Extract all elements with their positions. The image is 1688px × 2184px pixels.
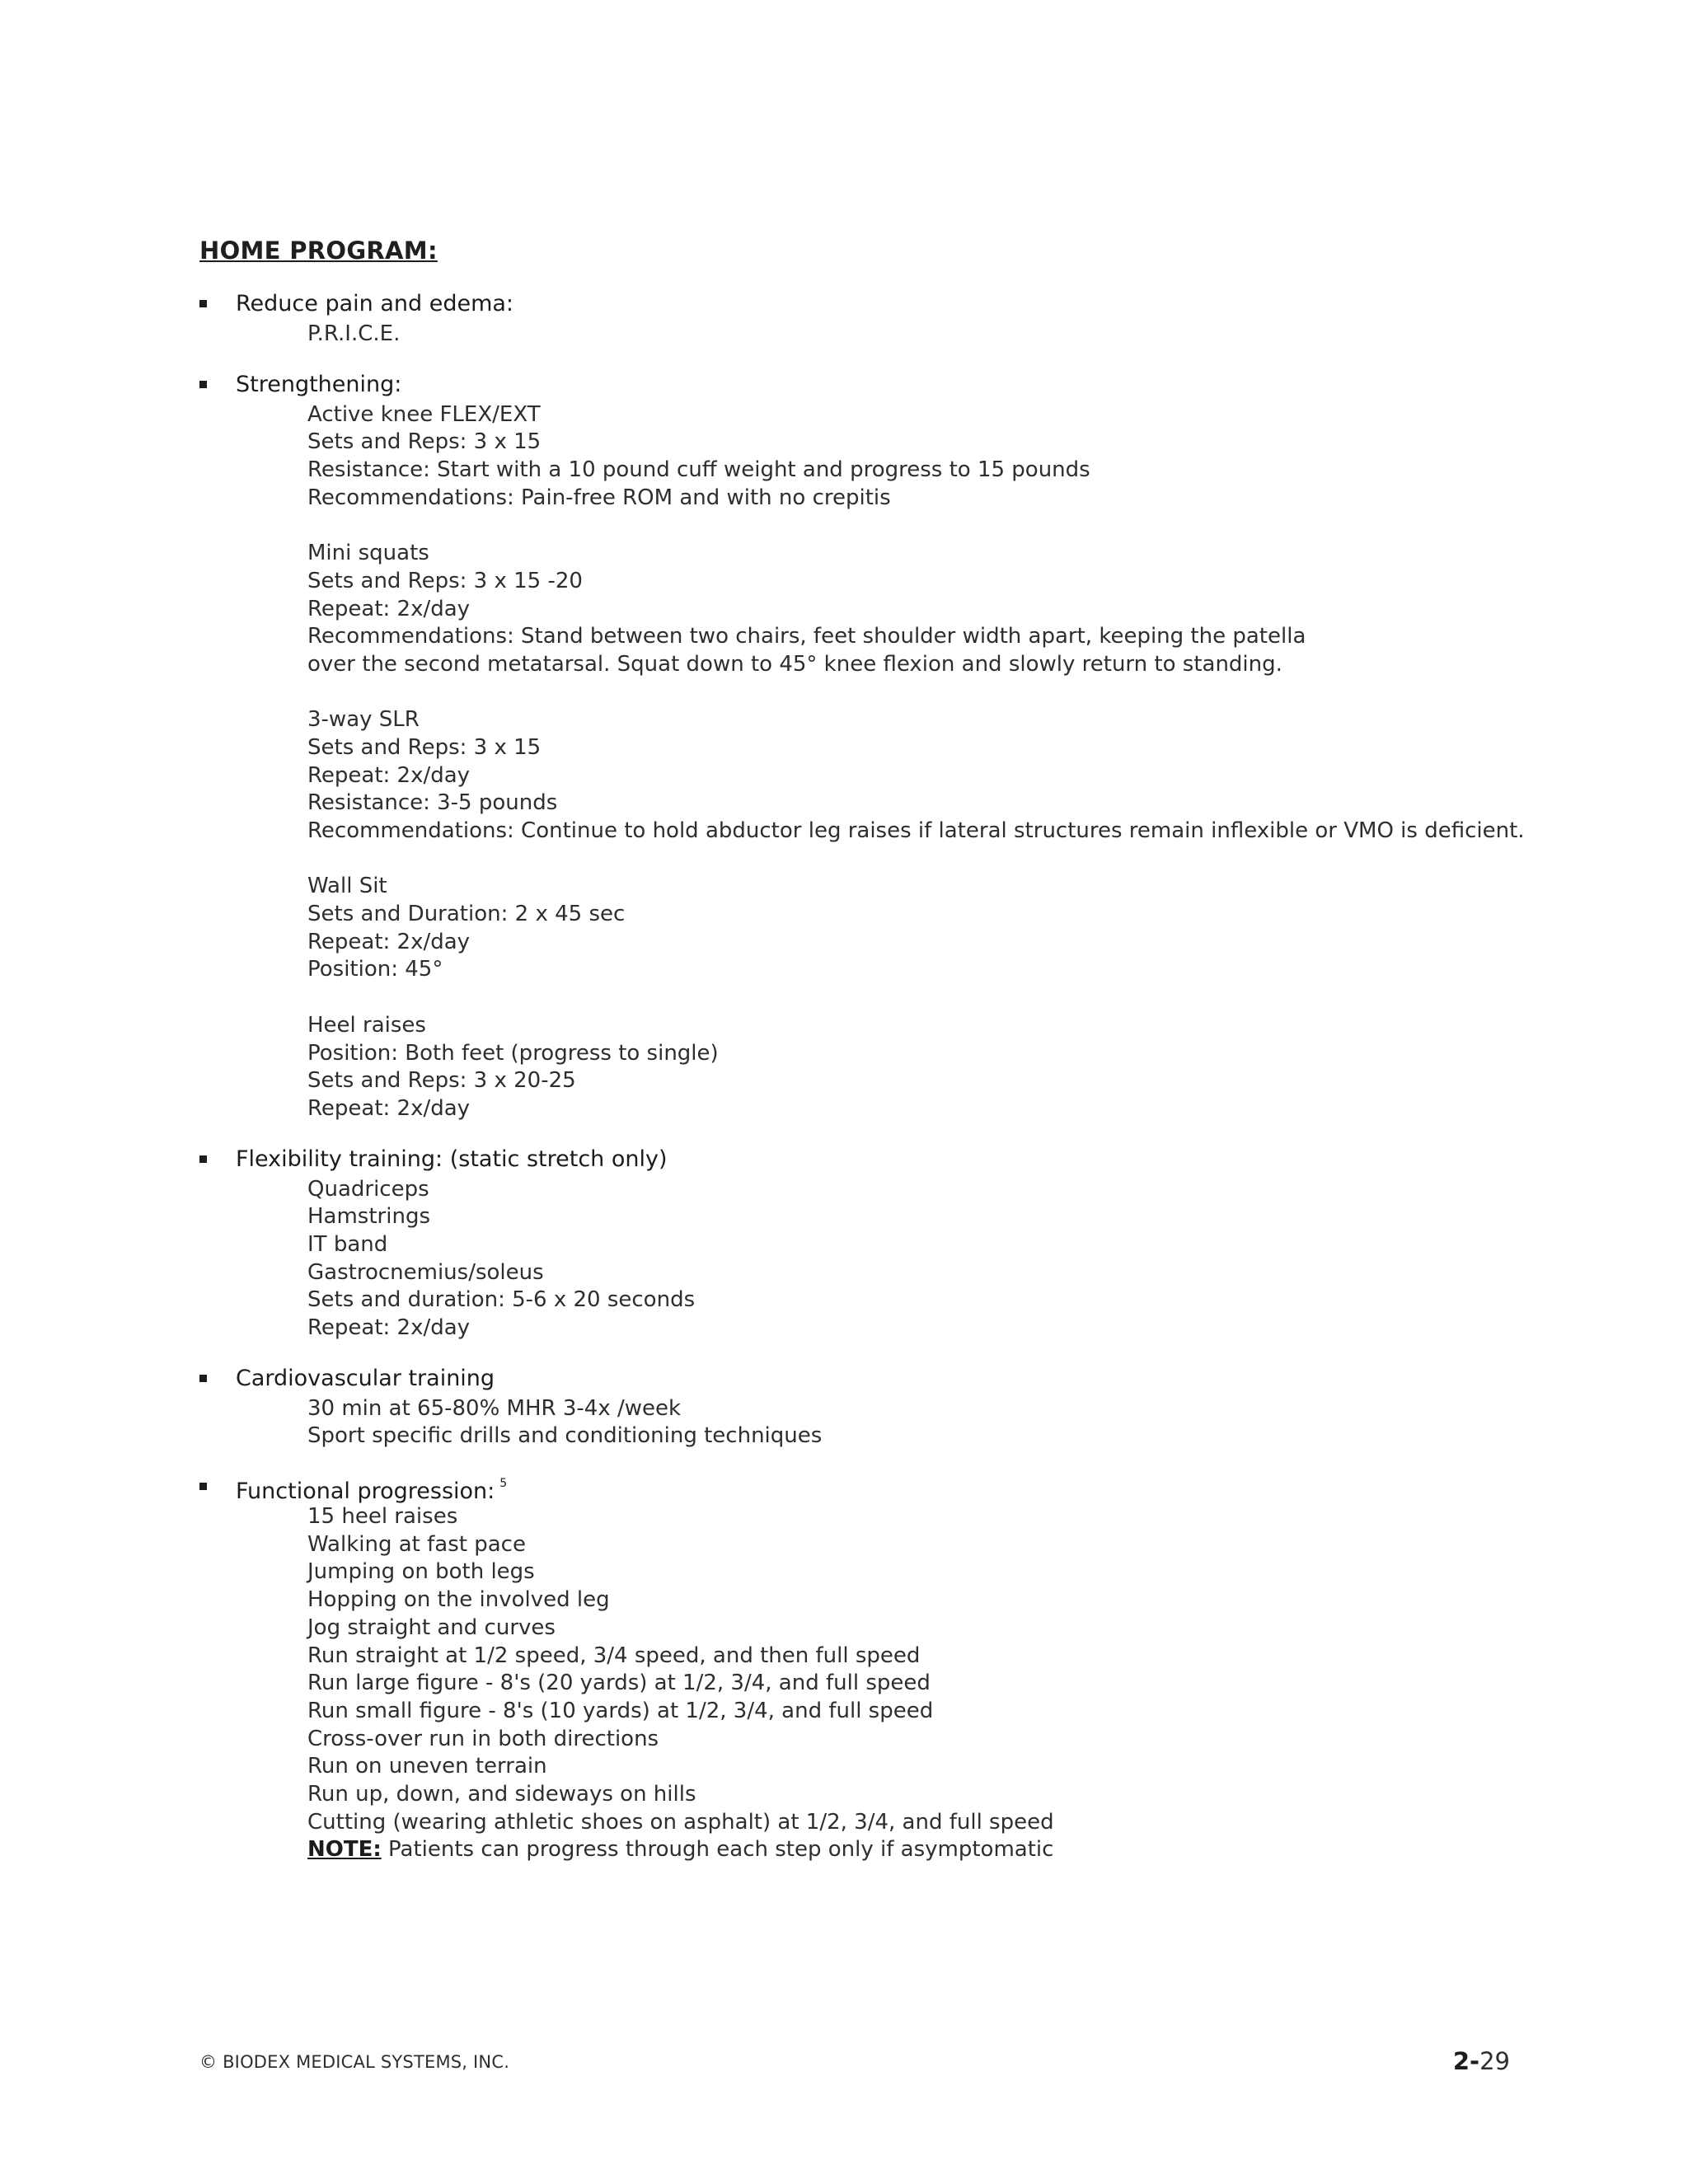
detail-line: Gastrocnemius/soleus [307,1259,544,1285]
detail-line: Sets and Reps: 3 x 15 [307,429,542,455]
detail-line: Repeat: 2x/day [307,762,471,788]
square-bullet-icon [199,1483,207,1490]
detail-line: Mini squats [307,541,429,566]
program-section [199,1362,1518,1451]
detail-line: Recommendations: Stand between two chairs, feet shoulder width apart, keeping the patella [307,624,1306,649]
detail-line: 15 heel raises [307,1504,458,1530]
section-items [307,321,1518,349]
exercise-block [307,1012,1518,1123]
detail-line: Sets and Reps: 3 x 20-25 [307,1068,576,1094]
note-text: Patients can progress through each step only if asymptomatic [381,1837,1054,1863]
detail-line: Position: 45° [307,957,443,982]
detail-line: Active knee FLEX/EXT [307,401,541,427]
reference-superscript: 5 [499,1477,508,1491]
section-title [236,368,401,401]
detail-line: Recommendations: Pain-free ROM and with no crepitis [307,485,891,510]
section-title [236,1362,495,1395]
detail-line: Sets and Reps: 3 x 15 [307,734,542,760]
detail-line: Quadriceps [307,1176,429,1202]
program-section [199,288,1518,349]
section-title-text: Reduce pain and edema: [236,291,514,316]
detail-line: Hamstrings [307,1204,430,1230]
exercise-block [307,706,1525,845]
program-section [199,1470,1518,1864]
detail-line: Sets and Reps: 3 x 15 -20 [307,568,583,593]
section-title [236,1470,507,1508]
detail-line: Repeat: 2x/day [307,929,471,954]
detail-line: Run large figure - 8's (20 yards) at 1/2, 3/4, and full speed [307,1671,931,1696]
page-number-value: 29 [1479,2047,1510,2075]
square-bullet-icon [199,1155,207,1163]
detail-line: Run up, down, and sideways on hills [307,1781,696,1807]
section-header [199,288,1518,321]
detail-line: Run straight at 1/2 speed, 3/4 speed, and then full speed [307,1643,921,1668]
detail-line: Walking at fast pace [307,1531,526,1557]
detail-line: Jog straight and curves [307,1615,556,1640]
section-items [307,1395,1518,1451]
detail-line: Repeat: 2x/day [307,1315,471,1340]
note-line [307,1836,1518,1864]
section-title-text: Strengthening: [236,371,402,397]
program-section [199,1143,1518,1343]
section-title-text: Functional progression: [236,1479,495,1505]
section-header [199,368,1518,401]
exercise-block [307,401,1518,513]
square-bullet-icon [199,1375,207,1382]
note-label: NOTE: [307,1837,382,1863]
program-section [199,368,1525,1123]
detail-line: Sport specific drills and conditioning techniques [307,1423,823,1449]
detail-line: Sets and duration: 5-6 x 20 seconds [307,1287,696,1313]
exercise-block [307,1176,1518,1343]
section-header [199,1470,1518,1503]
chapter-number: 2- [1452,2047,1480,2075]
detail-line: Run small figure - 8's (10 yards) at 1/2, 3/4, and full speed [307,1698,934,1723]
exercise-block [307,873,1518,984]
section-items [307,1503,1518,1864]
exercise-block [307,540,1518,678]
exercise-block [307,1395,1518,1451]
detail-line: Sets and Duration: 2 x 45 sec [307,902,626,927]
square-bullet-icon [199,300,207,307]
detail-line: IT band [307,1231,388,1257]
section-header [199,1362,1518,1395]
detail-line: Run on uneven terrain [307,1754,547,1779]
exercise-block [307,1503,1518,1864]
detail-line: 30 min at 65-80% MHR 3-4x /week [307,1395,682,1421]
section-title [236,1143,668,1176]
exercise-block [307,321,1518,349]
detail-line: Resistance: 3-5 pounds [307,790,558,816]
detail-line: Heel raises [307,1012,426,1038]
detail-line: Wall Sit [307,874,387,899]
section-items [307,1176,1518,1343]
detail-line: Recommendations: Continue to hold abductor leg raises if lateral structures remain inflexible or VMO is deficient. [307,818,1525,843]
detail-line: Resistance: Start with a 10 pound cuff weight and progress to 15 pounds [307,457,1090,483]
detail-line: P.R.I.C.E. [307,321,401,346]
detail-line: Repeat: 2x/day [307,1095,471,1121]
section-title-text: Cardiovascular training [236,1365,495,1391]
detail-line: Jumping on both legs [307,1559,535,1585]
detail-line: 3-way SLR [307,707,420,733]
detail-line: Position: Both feet (progress to single) [307,1040,719,1066]
detail-line: Hopping on the involved leg [307,1587,610,1613]
square-bullet-icon [199,381,207,388]
page-number [1453,2047,1510,2075]
detail-line: over the second metatarsal. Squat down to 45° knee flexion and slowly return to standing. [307,651,1282,677]
section-title [236,288,513,321]
detail-line: Cutting (wearing athletic shoes on asphalt) at 1/2, 3/4, and full speed [307,1809,1054,1835]
program-content [199,288,1525,1884]
footer-copyright: © BIODEX MEDICAL SYSTEMS, INC. [199,2052,510,2072]
section-title-text: Flexibility training: (static stretch only) [236,1146,668,1172]
page-heading: HOME PROGRAM: [199,237,438,265]
detail-line: Cross-over run in both directions [307,1726,659,1751]
detail-line: Repeat: 2x/day [307,596,471,621]
section-header [199,1143,1518,1176]
section-items [307,401,1525,1123]
